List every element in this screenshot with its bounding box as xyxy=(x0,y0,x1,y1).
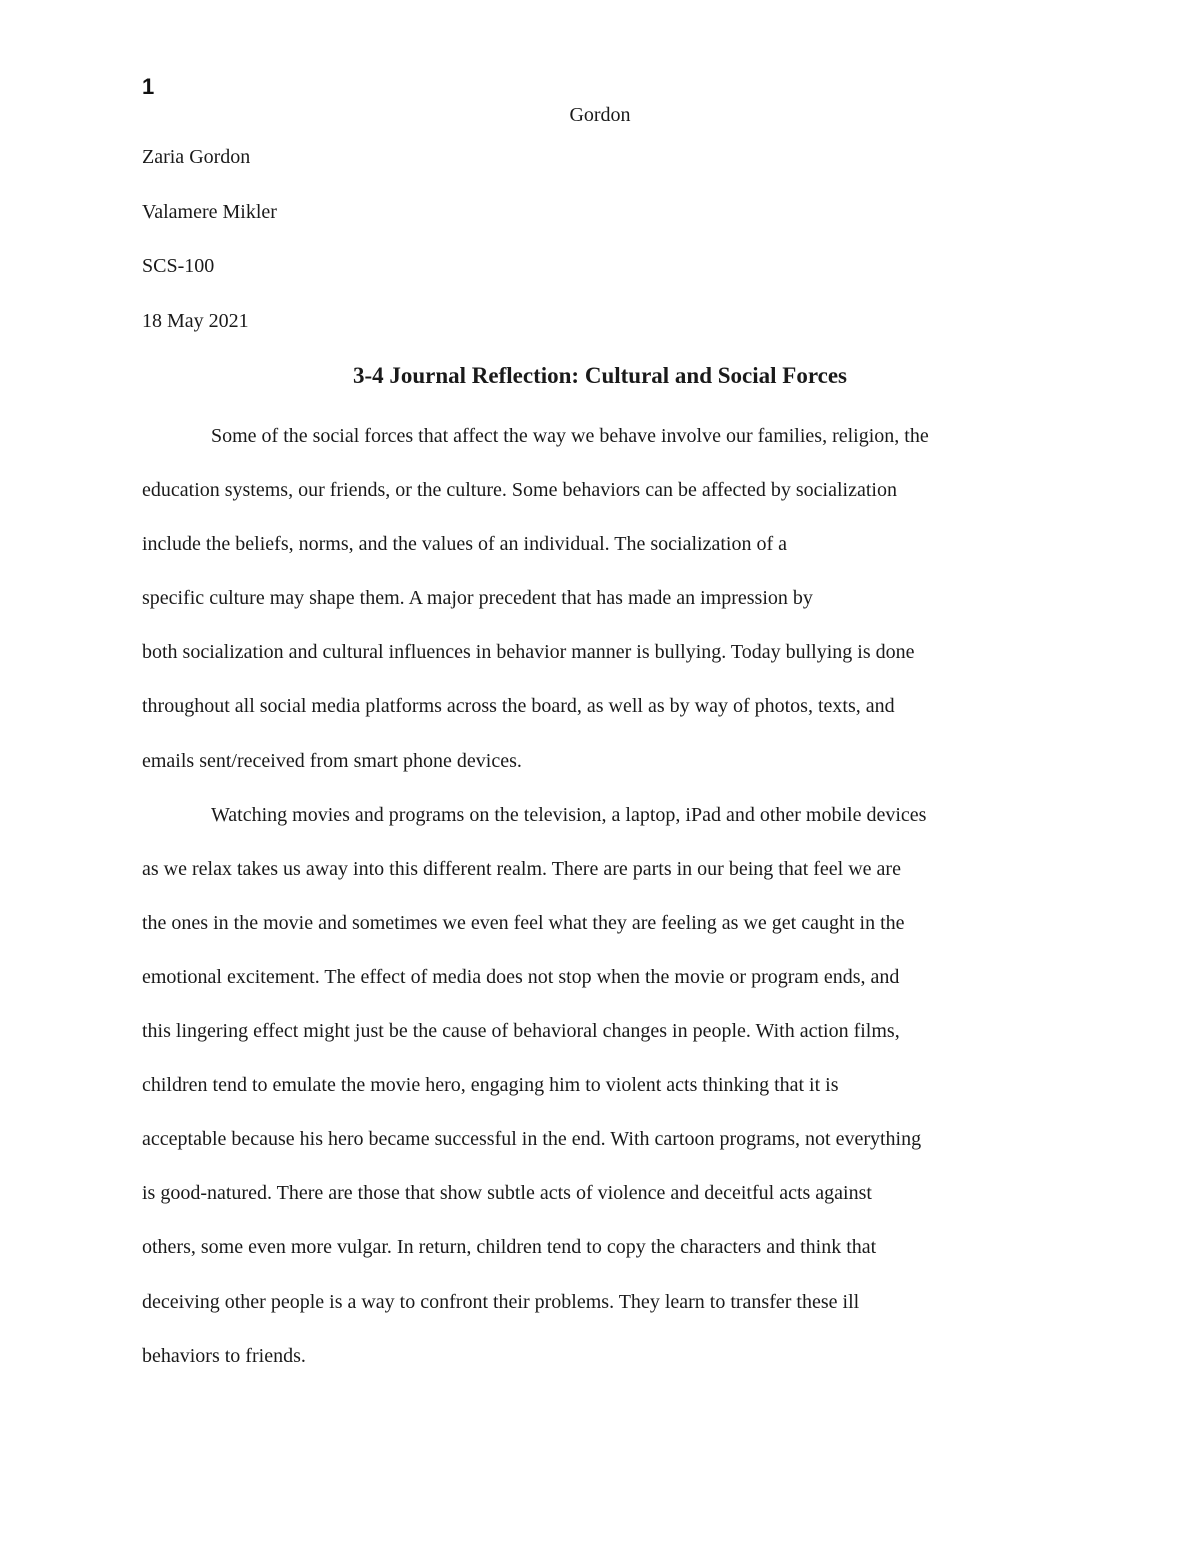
paragraph-1 xyxy=(142,419,1062,798)
paragraph-2 xyxy=(142,798,1062,1393)
paragraph-line: Watching movies and programs on the television, a laptop, iPad and other mobile devices xyxy=(211,803,927,826)
paragraph-line: the ones in the movie and sometimes we even feel what they are feeling as we get caught in the xyxy=(142,911,905,934)
paragraph-line: children tend to emulate the movie hero, engaging him to violent acts thinking that it is xyxy=(142,1074,839,1097)
paragraph-line: as we relax takes us away into this different realm. There are parts in our being that feel we are xyxy=(142,857,901,880)
paragraph-line: others, some even more vulgar. In return, children tend to copy the characters and think that xyxy=(142,1236,877,1259)
paragraph-line: this lingering effect might just be the cause of behavioral changes in people. With action films, xyxy=(142,1020,900,1043)
paragraph-line: acceptable because his hero became successful in the end. With cartoon programs, not everything xyxy=(142,1128,922,1151)
student-name: Zaria Gordon xyxy=(142,146,251,168)
instructor-name: Valamere Mikler xyxy=(142,200,277,223)
paragraph-line: throughout all social media platforms across the board, as well as by way of photos, texts, and xyxy=(142,695,895,718)
paragraph-line: include the beliefs, norms, and the values of an individual. The socialization of a xyxy=(142,533,787,556)
paragraph-line: deceiving other people is a way to confront their problems. They learn to transfer these ill xyxy=(142,1290,860,1313)
paragraph-line: Some of the social forces that affect the way we behave involve our families, religion, the xyxy=(211,425,929,447)
body-text xyxy=(142,419,1062,1393)
paragraph-line: emotional excitement. The effect of media does not stop when the movie or program ends, and xyxy=(142,965,900,988)
paragraph-line: is good-natured. There are those that show subtle acts of violence and deceitful acts against xyxy=(142,1182,872,1205)
running-head: Gordon xyxy=(569,104,631,126)
paragraph-line: education systems, our friends, or the culture. Some behaviors can be affected by socialization xyxy=(142,479,897,502)
page-number: 1 xyxy=(142,74,155,99)
course-code: SCS-100 xyxy=(142,255,215,277)
paragraph-line: specific culture may shape them. A major precedent that has made an impression by xyxy=(142,587,813,610)
date: 18 May 2021 xyxy=(142,309,249,332)
paragraph-line: emails sent/received from smart phone devices. xyxy=(142,749,522,772)
document-title: 3-4 Journal Reflection: Cultural and Social Forces xyxy=(352,363,848,388)
heading-block xyxy=(142,140,1062,358)
paragraph-line: both socialization and cultural influences in behavior manner is bullying. Today bullying is done xyxy=(142,641,915,664)
paragraph-line: behaviors to friends. xyxy=(142,1344,306,1367)
